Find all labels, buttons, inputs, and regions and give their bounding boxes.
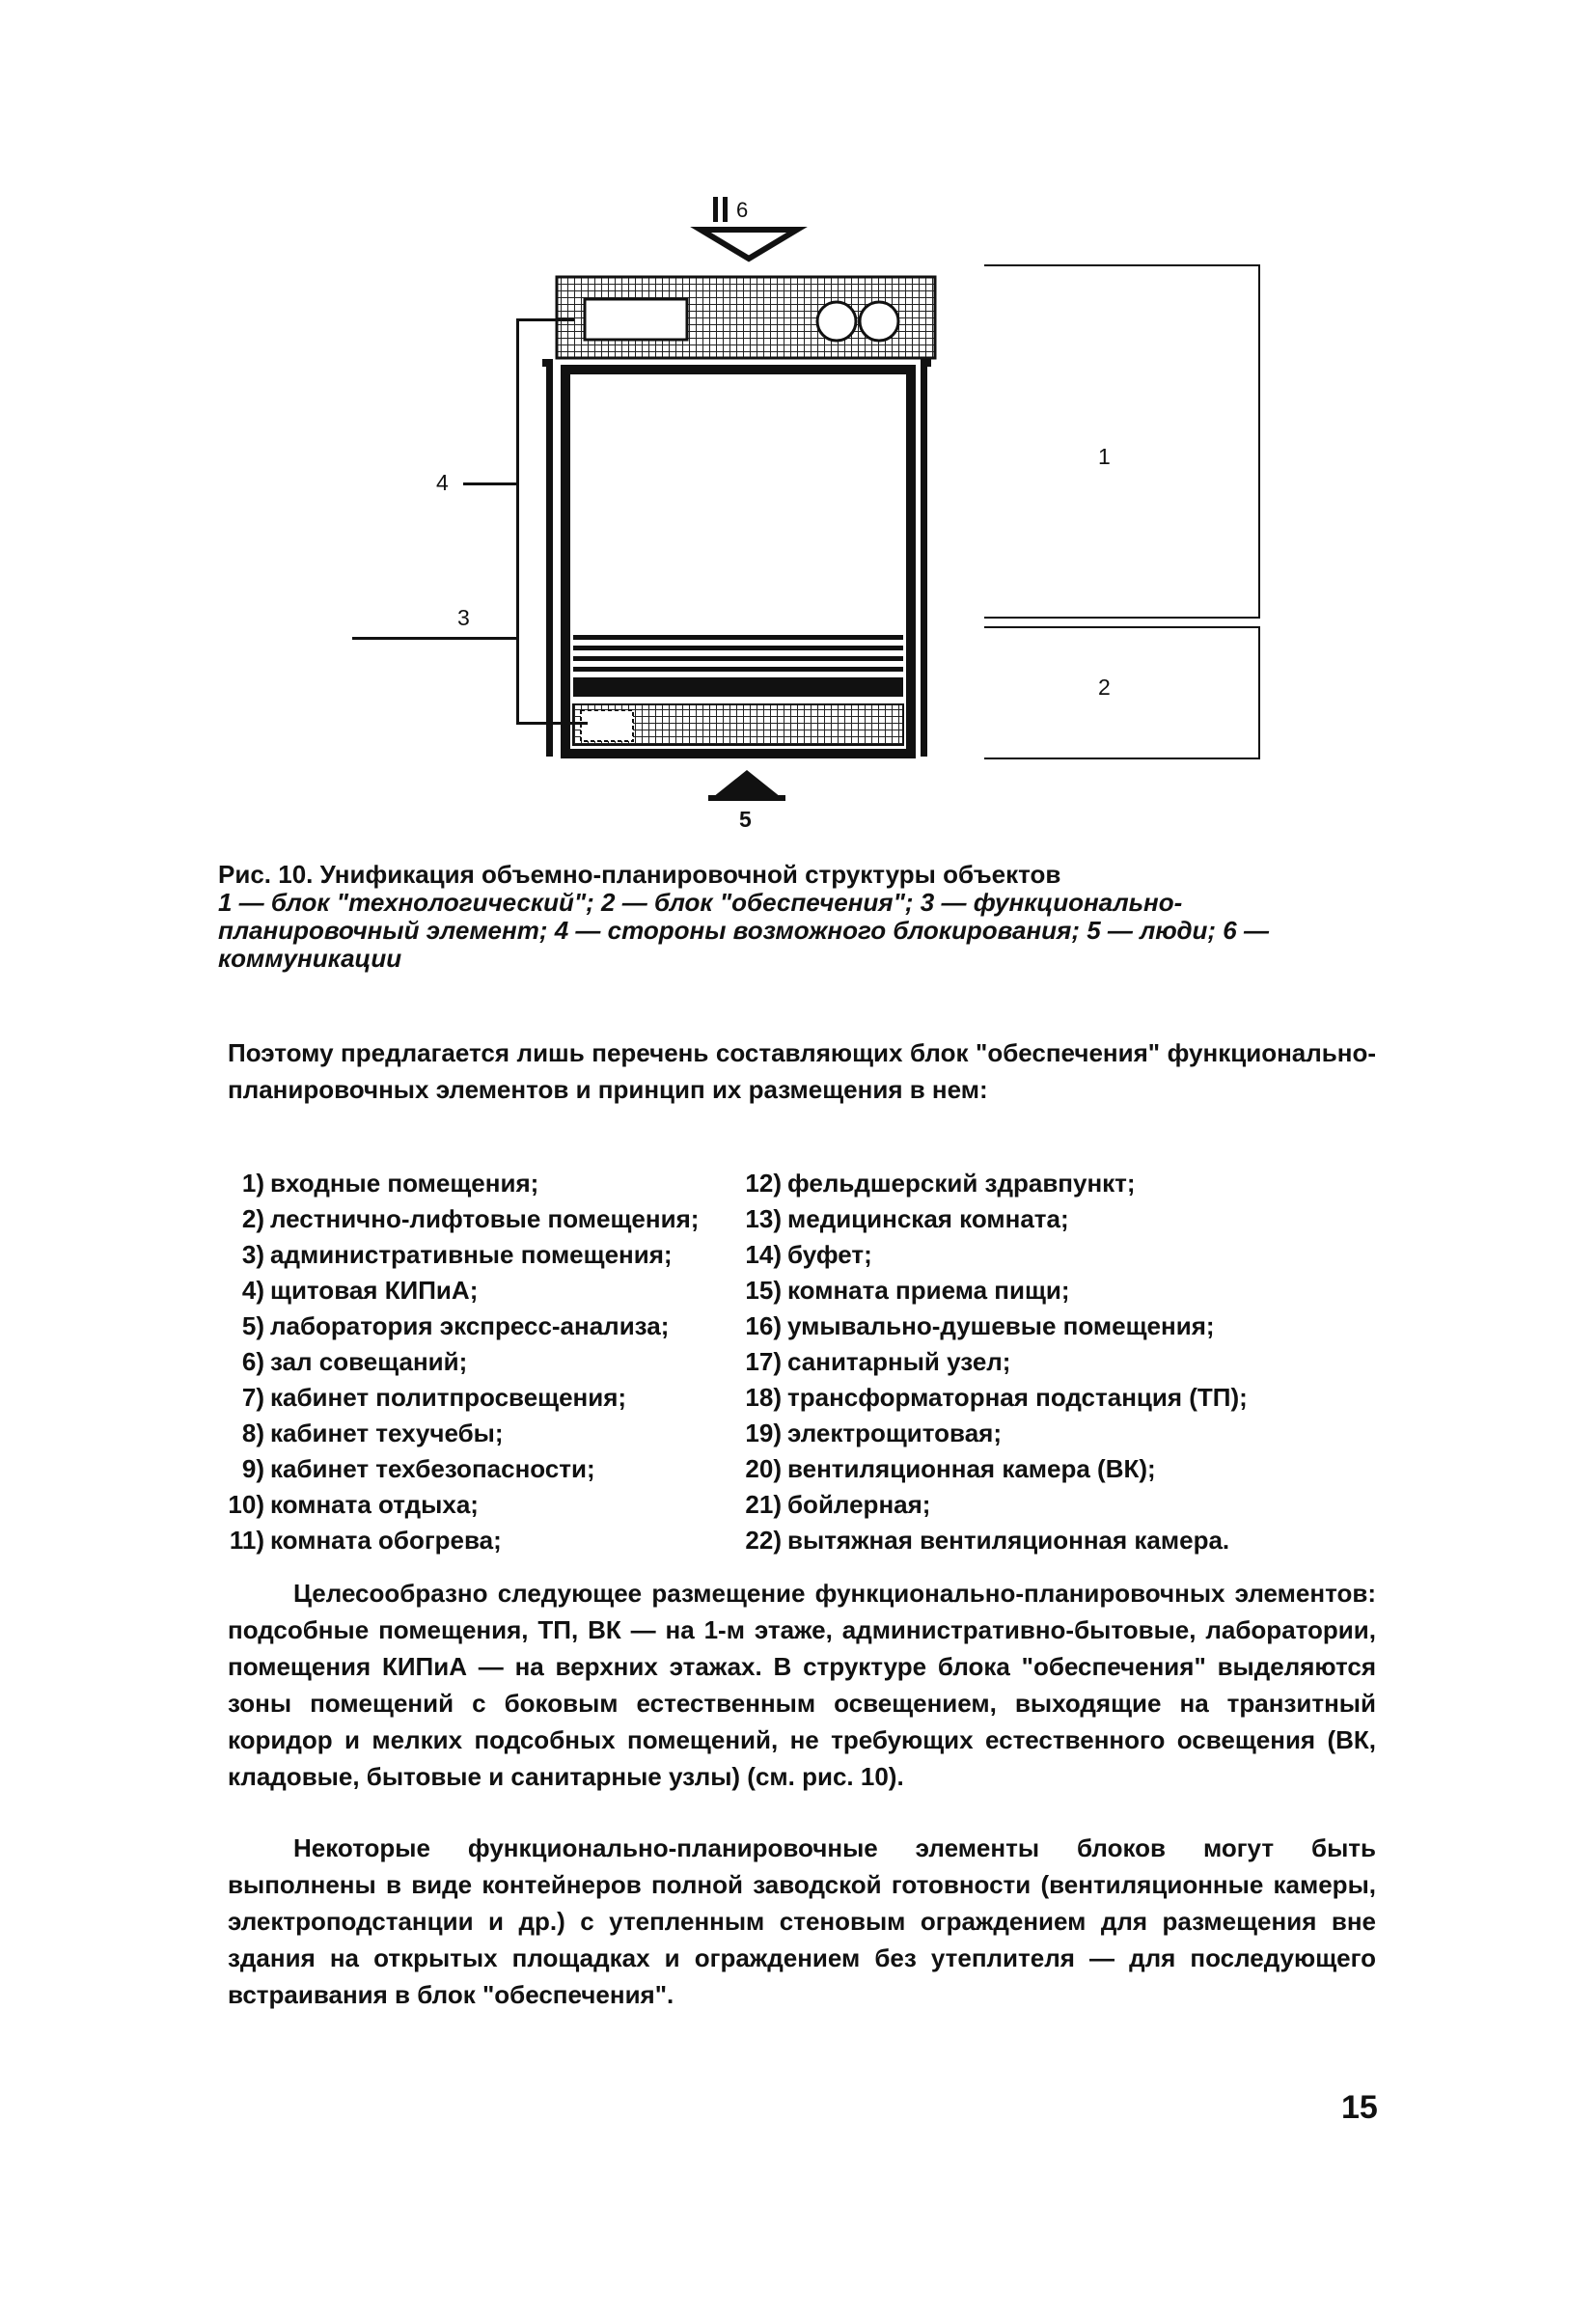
list-item: 21) бойлерная; — [745, 1490, 931, 1519]
list-item: 20) вентиляционная камера (ВК); — [745, 1454, 1156, 1483]
list-item: 6) зал совещаний; — [241, 1347, 468, 1376]
list-item: 19) электрощитовая; — [745, 1419, 1002, 1447]
paragraph-placement: Целесообразно следующее размещение функционально-планировочных элементов: подсобные помещения, ТП, ВК — на 1-м этаже, административно-бытовые, лаборатории, помещения КИПиА — на верхних этажах. В структуре блока "обеспечения" выделяются зоны помещений с боковым естественным освещением, выходящие на транзитный коридор и мелких подсобных помещений, не требующих естественного освещения (ВК, кладовые, бытовые и санитарные узлы) (см. рис. 10). — [228, 1579, 1376, 1791]
list-item: 22) вытяжная вентиляционная камера. — [745, 1526, 1230, 1555]
list-item: 8) кабинет техучебы; — [241, 1419, 504, 1447]
caption-legend: 1 — блок "технологический"; 2 — блок "обеспечения"; 3 — функционально-планировочный элемент; 4 — стороны возможного блокирования; 5 — люди; 6 — коммуникации — [218, 888, 1269, 973]
elements-list-right — [726, 1166, 1374, 1558]
list-item: 2) лестнично-лифтовые помещения; — [241, 1204, 700, 1233]
list-item: 18) трансформаторная подстанция (ТП); — [745, 1383, 1248, 1412]
page-number: 15 — [1341, 2089, 1378, 2126]
label-6: 6 — [736, 198, 749, 222]
label-2: 2 — [1098, 675, 1111, 700]
list-item: 3) административные помещения; — [241, 1240, 673, 1269]
list-item: 14) буфет; — [745, 1240, 872, 1269]
list-item: 16) умывально-душевые помещения; — [745, 1311, 1215, 1340]
intro-paragraph: Поэтому предлагается лишь перечень составляющих блок "обеспечения" функционально-планировочных элементов и принцип их размещения в нем: — [228, 1038, 1376, 1104]
support-block-plan — [542, 359, 931, 757]
label-4: 4 — [436, 470, 449, 495]
label-3: 3 — [457, 605, 470, 630]
list-item: 15) комната приема пищи; — [745, 1276, 1070, 1305]
list-item: 7) кабинет политпросвещения; — [241, 1383, 627, 1412]
figure-caption — [218, 861, 1376, 973]
list-item: 4) щитовая КИПиА; — [241, 1276, 479, 1305]
people-marker — [708, 770, 785, 801]
caption-title: Рис. 10. Унификация объемно-планировочной структуры объектов — [218, 860, 1061, 889]
label-5: 5 — [739, 807, 752, 832]
paragraph-containers: Некоторые функционально-планировочные элементы блоков могут быть выполнены в виде контейнеров полной заводской готовности (вентиляционные камеры, электроподстанции и др.) с утепленным стеновым ограждением для размещения вне здания на открытых площадках и ограждением без утеплителя — для последующего встраивания в блок "обеспечения". — [228, 1833, 1376, 2009]
top-communications-band — [557, 277, 935, 358]
elements-list-left — [222, 1166, 699, 1558]
list-item: 9) кабинет техбезопасности; — [241, 1454, 595, 1483]
list-item: 13) медицинская комната; — [745, 1204, 1069, 1233]
list-item: 11) комната обогрева; — [229, 1526, 502, 1555]
list-item: 17) санитарный узел; — [745, 1347, 1011, 1376]
list-item: 12) фельдшерский здравпункт; — [745, 1169, 1136, 1198]
list-item: 5) лаборатория экспресс-анализа; — [241, 1311, 670, 1340]
blocks-1-2 — [984, 265, 1259, 758]
communications-marker — [701, 197, 797, 259]
label-1: 1 — [1098, 444, 1111, 469]
figure-10-diagram — [0, 0, 1596, 801]
list-item: 10) комната отдыха; — [228, 1490, 479, 1519]
list-item: 1) входные помещения; — [241, 1169, 539, 1198]
